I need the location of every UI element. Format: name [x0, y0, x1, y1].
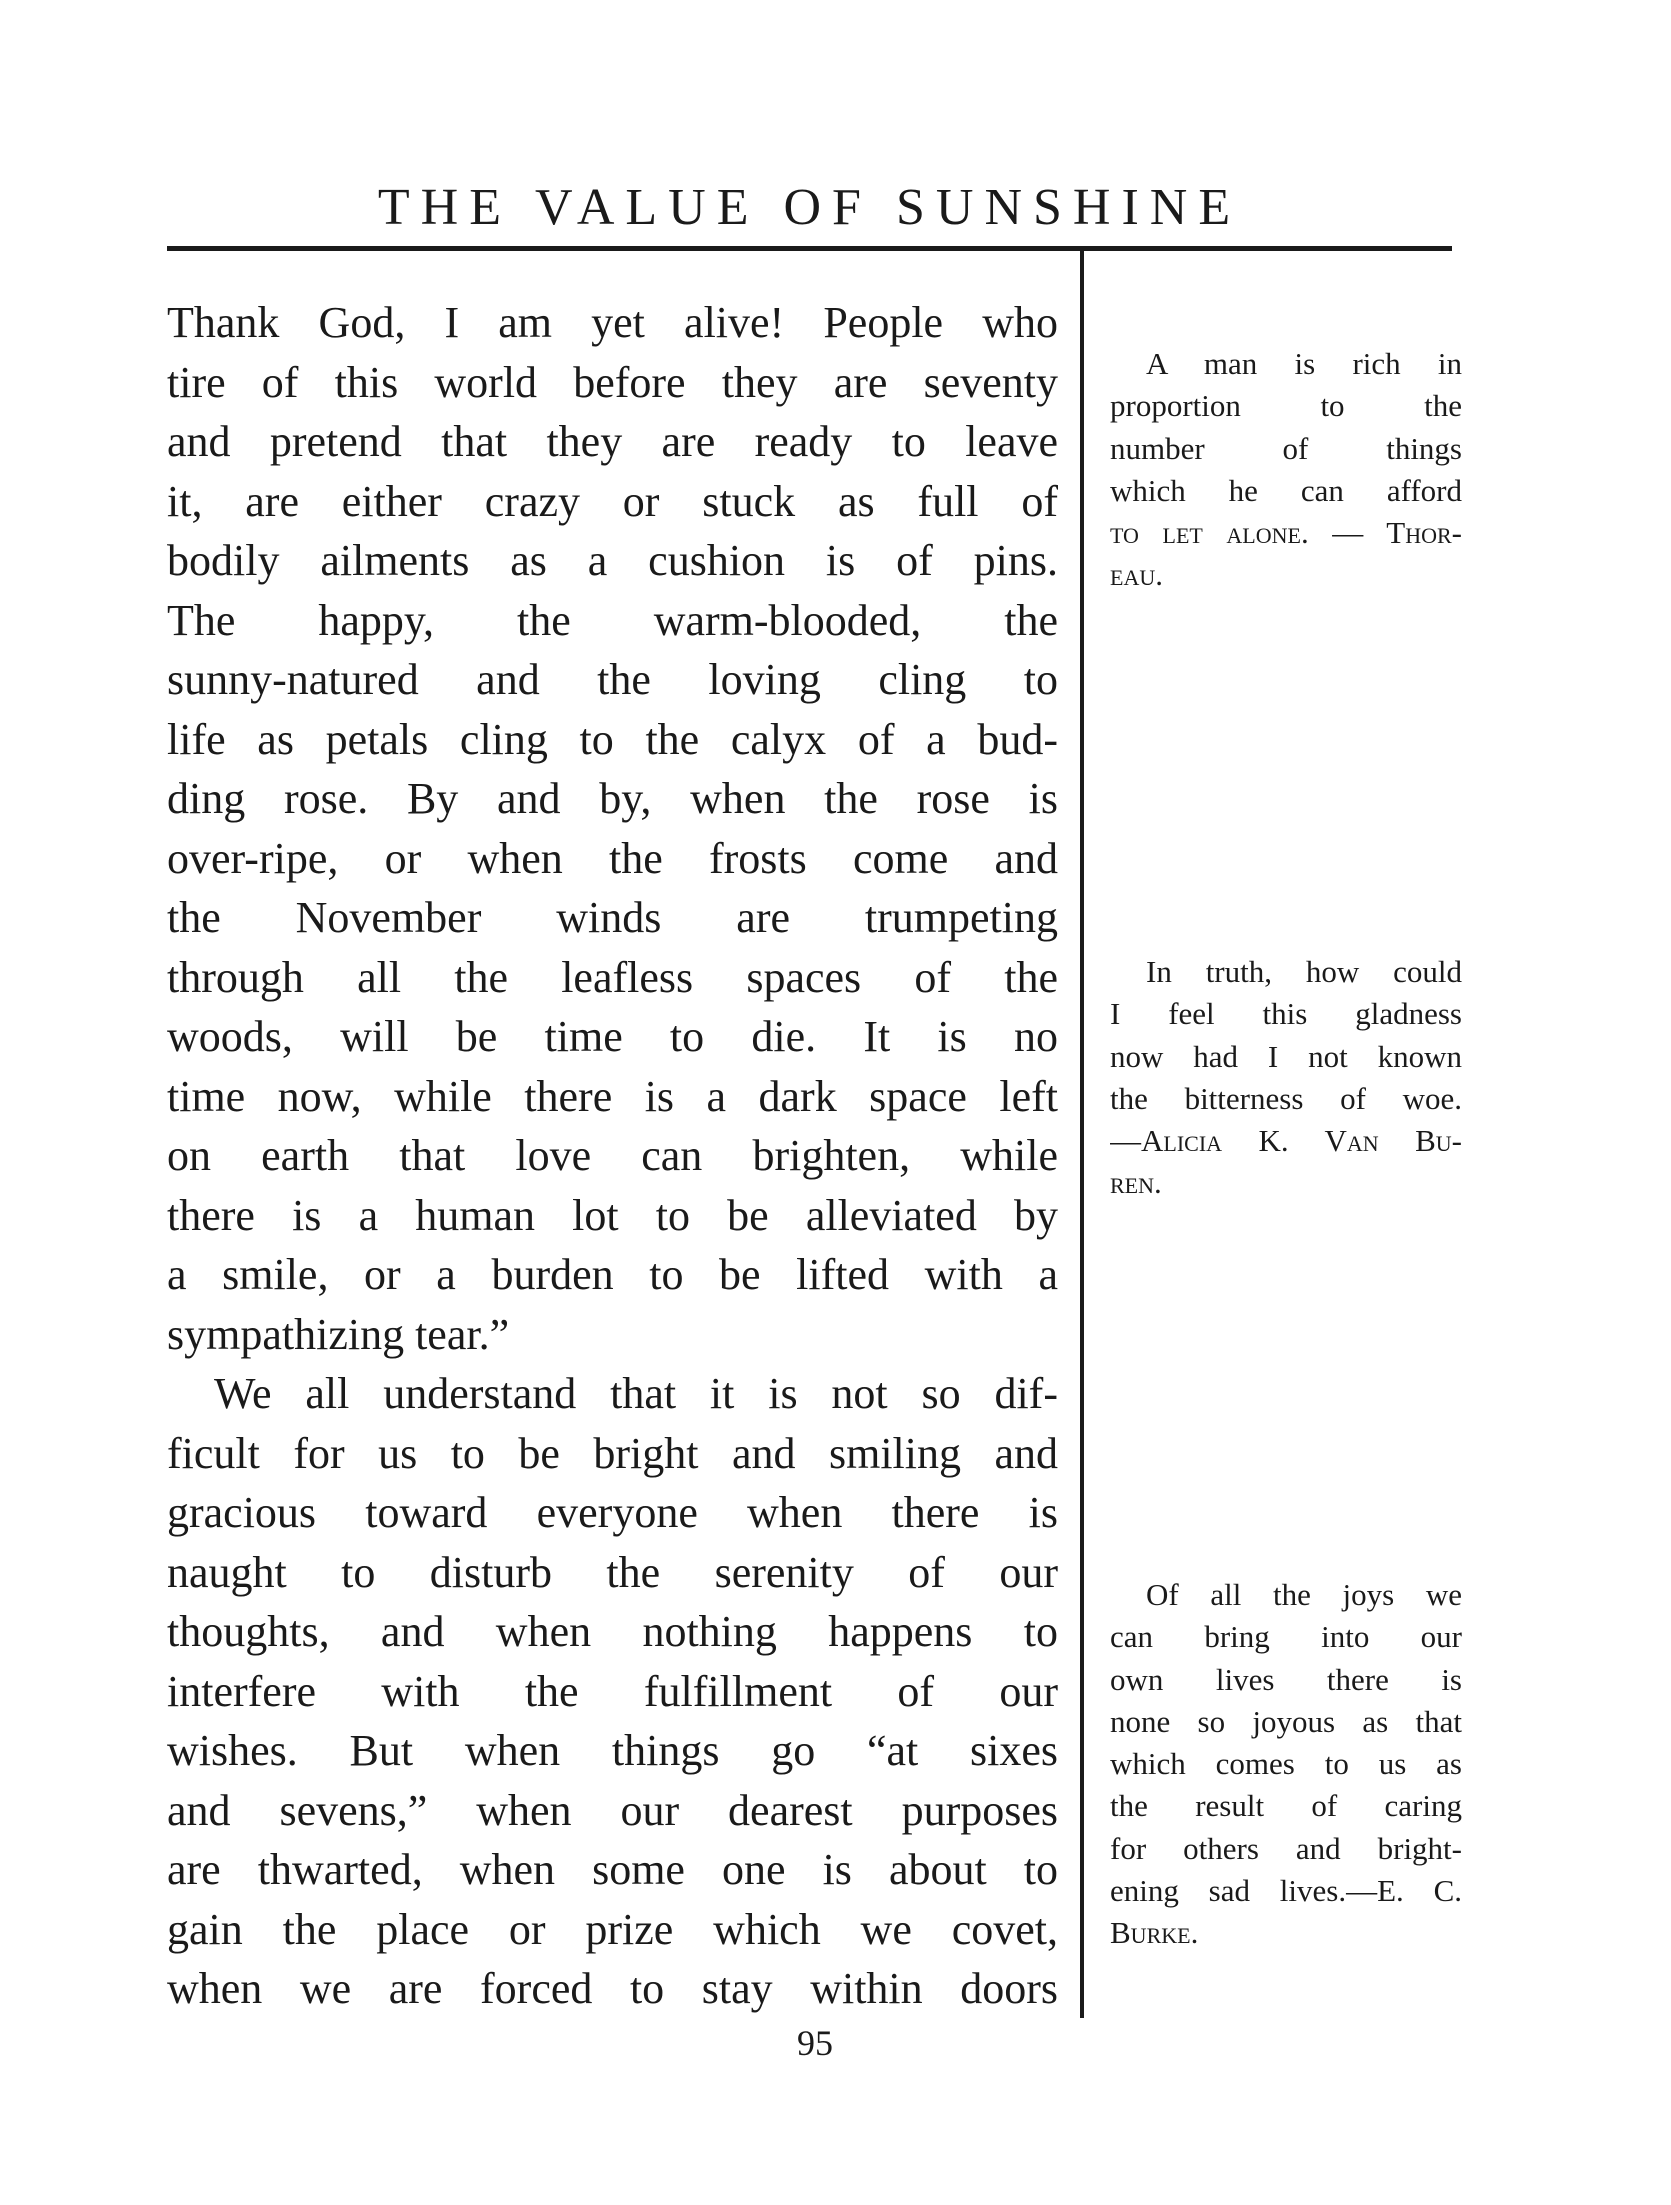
text-line: the November winds are trumpeting	[167, 893, 1058, 942]
text-line: over-ripe, or when the frosts come and	[167, 833, 1058, 883]
text-line: Thank God, I am yet alive! People who	[167, 298, 1058, 347]
sidenote-line: I feel this gladness	[1110, 996, 1462, 1032]
column-divider-rule	[1080, 246, 1084, 2018]
text-line: and sevens,” when our dearest purposes	[167, 1785, 1058, 1835]
text-line: time now, while there is a dark space left	[167, 1071, 1058, 1121]
page-number: 95	[797, 2023, 833, 2063]
text-line: and pretend that they are ready to leave	[167, 417, 1058, 466]
text-line: sunny-natured and the loving cling to	[167, 655, 1058, 704]
sidenote-line: for others and bright-	[1110, 1830, 1462, 1866]
sidenote-line: In truth, how could	[1146, 954, 1462, 989]
sidenote-attribution: Burke.	[1110, 1915, 1199, 1951]
sidenote-line: proportion to the	[1110, 388, 1462, 424]
sidenote-line: number of things	[1110, 430, 1462, 466]
text-line: bodily ailments as a cushion is of pins.	[167, 536, 1058, 585]
text-line: ficult for us to be bright and smiling and	[167, 1428, 1058, 1478]
text-line: a smile, or a burden to be lifted with a	[167, 1250, 1058, 1299]
sidenote-line: own lives there is	[1110, 1661, 1462, 1697]
text-line: when we are forced to stay within doors	[167, 1964, 1058, 2013]
sidenote-line: none so joyous as that	[1110, 1703, 1462, 1739]
text-line: through all the leafless spaces of the	[167, 952, 1058, 1002]
text-line: tire of this world before they are seventy	[167, 357, 1058, 407]
sidenote-line: which he can afford	[1110, 472, 1462, 508]
text-line: gain the place or prize which we covet,	[167, 1904, 1058, 1954]
main-text-column	[167, 293, 1058, 2019]
sidenote-line: Of all the joys we	[1146, 1577, 1462, 1612]
text-line: thoughts, and when nothing happens to	[167, 1607, 1058, 1656]
sidenote-thoreau	[1110, 343, 1462, 597]
text-line: sympathizing tear.”	[167, 1309, 510, 1359]
sidenote-line: can bring into our	[1110, 1619, 1462, 1655]
sidenote-line: which comes to us as	[1110, 1746, 1462, 1782]
sidenote-attribution: ren.	[1110, 1165, 1162, 1201]
text-line: The happy, the warm-blooded, the	[167, 595, 1058, 645]
sidenote-attribution: eau.	[1110, 557, 1163, 593]
text-line: ding rose. By and by, when the rose is	[167, 774, 1058, 823]
text-line: wishes. But when things go “at sixes	[167, 1726, 1058, 1775]
sidenote-line: to let alone. — Thor-	[1110, 515, 1462, 551]
sidenote-van-buren	[1110, 951, 1462, 1205]
header-rule	[167, 246, 1452, 251]
text-line: gracious toward everyone when there is	[167, 1488, 1058, 1537]
text-line: there is a human lot to be alleviated by	[167, 1190, 1058, 1240]
running-head: THE VALUE OF SUNSHINE	[377, 179, 1242, 236]
sidenote-line: now had I not known	[1110, 1038, 1462, 1074]
sidenote-line: ening sad lives.—E. C.	[1110, 1873, 1462, 1909]
sidenote-line: A man is rich in	[1146, 346, 1462, 381]
text-line: We all understand that it is not so dif-	[214, 1369, 1058, 1418]
text-line: life as petals cling to the calyx of a bud-	[167, 714, 1058, 764]
text-line: interfere with the fulfillment of our	[167, 1666, 1058, 1716]
sidenote-burke	[1110, 1574, 1462, 1955]
text-line: woods, will be time to die. It is no	[167, 1012, 1058, 1061]
sidenote-line: —Alicia K. Van Bu-	[1110, 1123, 1462, 1159]
text-line: it, are either crazy or stuck as full of	[167, 476, 1058, 526]
sidenote-line: the result of caring	[1110, 1788, 1462, 1824]
sidenote-line: the bitterness of woe.	[1110, 1080, 1462, 1116]
text-line: naught to disturb the serenity of our	[167, 1547, 1058, 1597]
text-line: are thwarted, when some one is about to	[167, 1845, 1058, 1894]
text-line: on earth that love can brighten, while	[167, 1131, 1058, 1180]
